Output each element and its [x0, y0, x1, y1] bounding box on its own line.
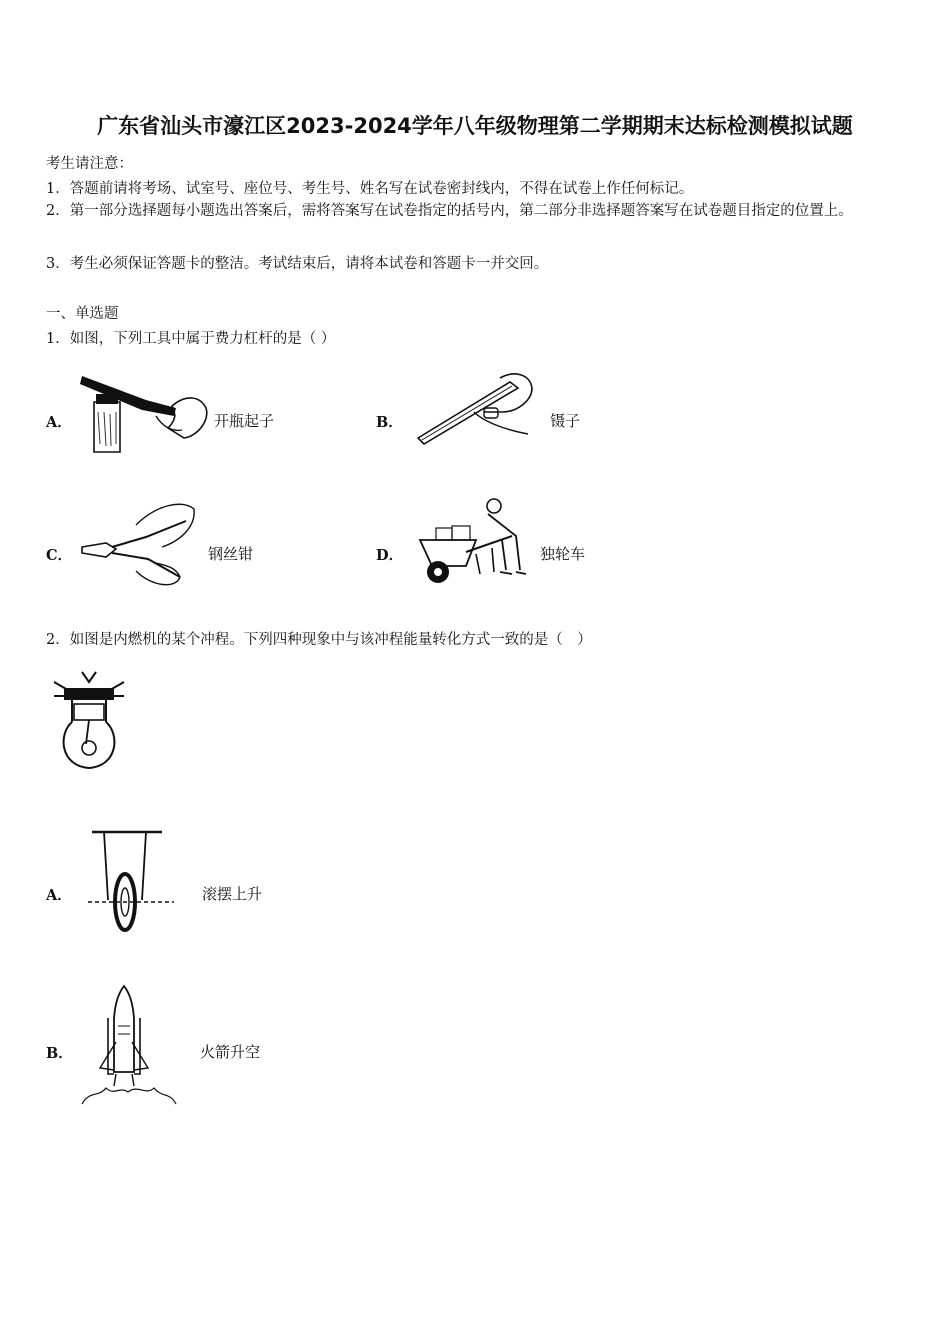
tweezers-icon — [414, 368, 534, 448]
notice-heading: 考生请注意： — [46, 156, 133, 172]
section-heading: 一、单选题 — [46, 306, 119, 322]
q2-option-b-text: 火箭升空 — [200, 1043, 261, 1061]
rocket-icon — [80, 982, 178, 1106]
q2-option-a-letter: A． — [46, 887, 72, 904]
wheelbarrow-icon — [416, 496, 540, 588]
question-1-stem: 1．如图，下列工具中属于费力杠杆的是（ ） — [46, 331, 336, 347]
notice-item-3: 3．考生必须保证答题卡的整洁。考试结束后，请将本试卷和答题卡一并交回。 — [46, 256, 549, 272]
notice-item-1: 1．答题前请将考场、试室号、座位号、考生号、姓名写在试卷密封线内，不得在试卷上作任何标记。 — [46, 181, 694, 197]
notice-item-2: 2．第一部分选择题每小题选出答案后，需将答案写在试卷指定的括号内，第二部分非选择题答案写在试卷题目指定的位置上。 — [46, 203, 853, 219]
question-2-stem: 2．如图是内燃机的某个冲程。下列四种现象中与该冲程能量转化方式一致的是（ ） — [46, 632, 592, 648]
q1-option-d-letter: D． — [376, 547, 404, 564]
q1-option-c-text: 钢丝钳 — [208, 545, 254, 563]
engine-stroke-icon — [52, 670, 126, 774]
maxwell-pendulum-icon — [86, 828, 176, 938]
q1-option-a-text: 开瓶起子 — [214, 412, 275, 430]
q1-option-d-text: 独轮车 — [540, 545, 586, 563]
q2-option-b-letter: B． — [46, 1045, 73, 1062]
q1-option-b-text: 镊子 — [550, 412, 581, 430]
q2-option-a-text: 滚摆上升 — [202, 885, 263, 903]
page-title: 广东省汕头市濠江区2023-2024学年八年级物理第二学期期末达标检测模拟试题 — [97, 114, 853, 138]
pliers-icon — [76, 497, 200, 591]
bottle-opener-icon — [76, 372, 214, 454]
q1-option-a-letter: A． — [46, 414, 72, 431]
q1-option-b-letter: B． — [376, 414, 403, 431]
q1-option-c-letter: C． — [46, 547, 73, 564]
